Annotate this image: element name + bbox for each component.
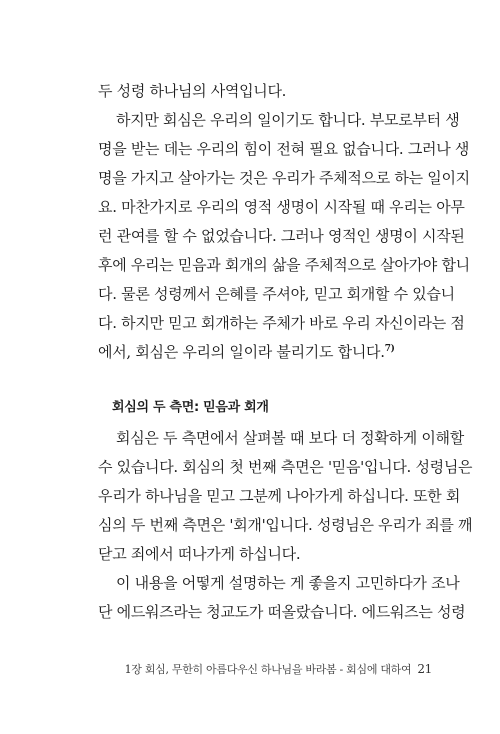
- body-text-top: [98, 77, 470, 367]
- text-line: 다. 하지만 믿고 회개하는 주체가 바로 우리 자신이라는 점: [98, 314, 465, 332]
- text-line: 심의 두 번째 측면은 '회개'입니다. 성령님은 우리가 죄를 깨: [98, 516, 473, 534]
- page-number: 21: [417, 662, 432, 676]
- text-line: 런 관여를 할 수 없었습니다. 그러나 영적인 생명이 시작된: [98, 227, 465, 245]
- text-line: 회심은 두 측면에서 살펴볼 때 보다 더 정확하게 이해할: [116, 429, 464, 447]
- text-line: 후에 우리는 믿음과 회개의 삶을 주체적으로 살아가야 합니: [98, 256, 470, 274]
- page-footer: [125, 661, 432, 678]
- footnote-marker[interactable]: 7): [384, 344, 395, 354]
- text-line: 하지만 회심은 우리의 일이기도 합니다. 부모로부터 생: [116, 111, 460, 129]
- text-line: 이 내용을 어떻게 설명하는 게 좋을지 고민하다가 조나: [116, 574, 460, 592]
- text-line: 두 성령 하나님의 사역입니다.: [98, 82, 287, 100]
- text-line-content: 에서, 회심은 우리의 일이라 불리기도 합니다.: [98, 343, 385, 361]
- section-heading: 회심의 두 측면: 믿음과 회개: [112, 400, 269, 415]
- text-line: 단 에드워즈라는 청교도가 떠올랐습니다. 에드워즈는 성령: [98, 603, 466, 621]
- text-line: 요. 마찬가지로 우리의 영적 생명이 시작될 때 우리는 아무: [98, 198, 465, 216]
- text-line: 다. 물론 성령께서 은혜를 주셔야, 믿고 회개할 수 있습니: [98, 285, 455, 303]
- text-line: 닫고 죄에서 떠나가게 하십니다.: [98, 545, 301, 563]
- running-title: 1장 회심, 무한히 아름다우신 하나님을 바라봄 - 회심에 대하여: [124, 663, 412, 676]
- text-line: 우리가 하나님을 믿고 그분께 나아가게 하십니다. 또한 회: [98, 487, 461, 505]
- text-line: 명을 가지고 살아가는 것은 우리가 주체적으로 하는 일이지: [98, 169, 470, 187]
- body-text-bottom: [98, 424, 473, 627]
- text-line: 명을 받는 데는 우리의 힘이 전혀 필요 없습니다. 그러나 생: [98, 140, 470, 158]
- text-line-last: [98, 338, 430, 367]
- text-line: 수 있습니다. 회심의 첫 번째 측면은 '믿음'입니다. 성령님은: [98, 458, 473, 476]
